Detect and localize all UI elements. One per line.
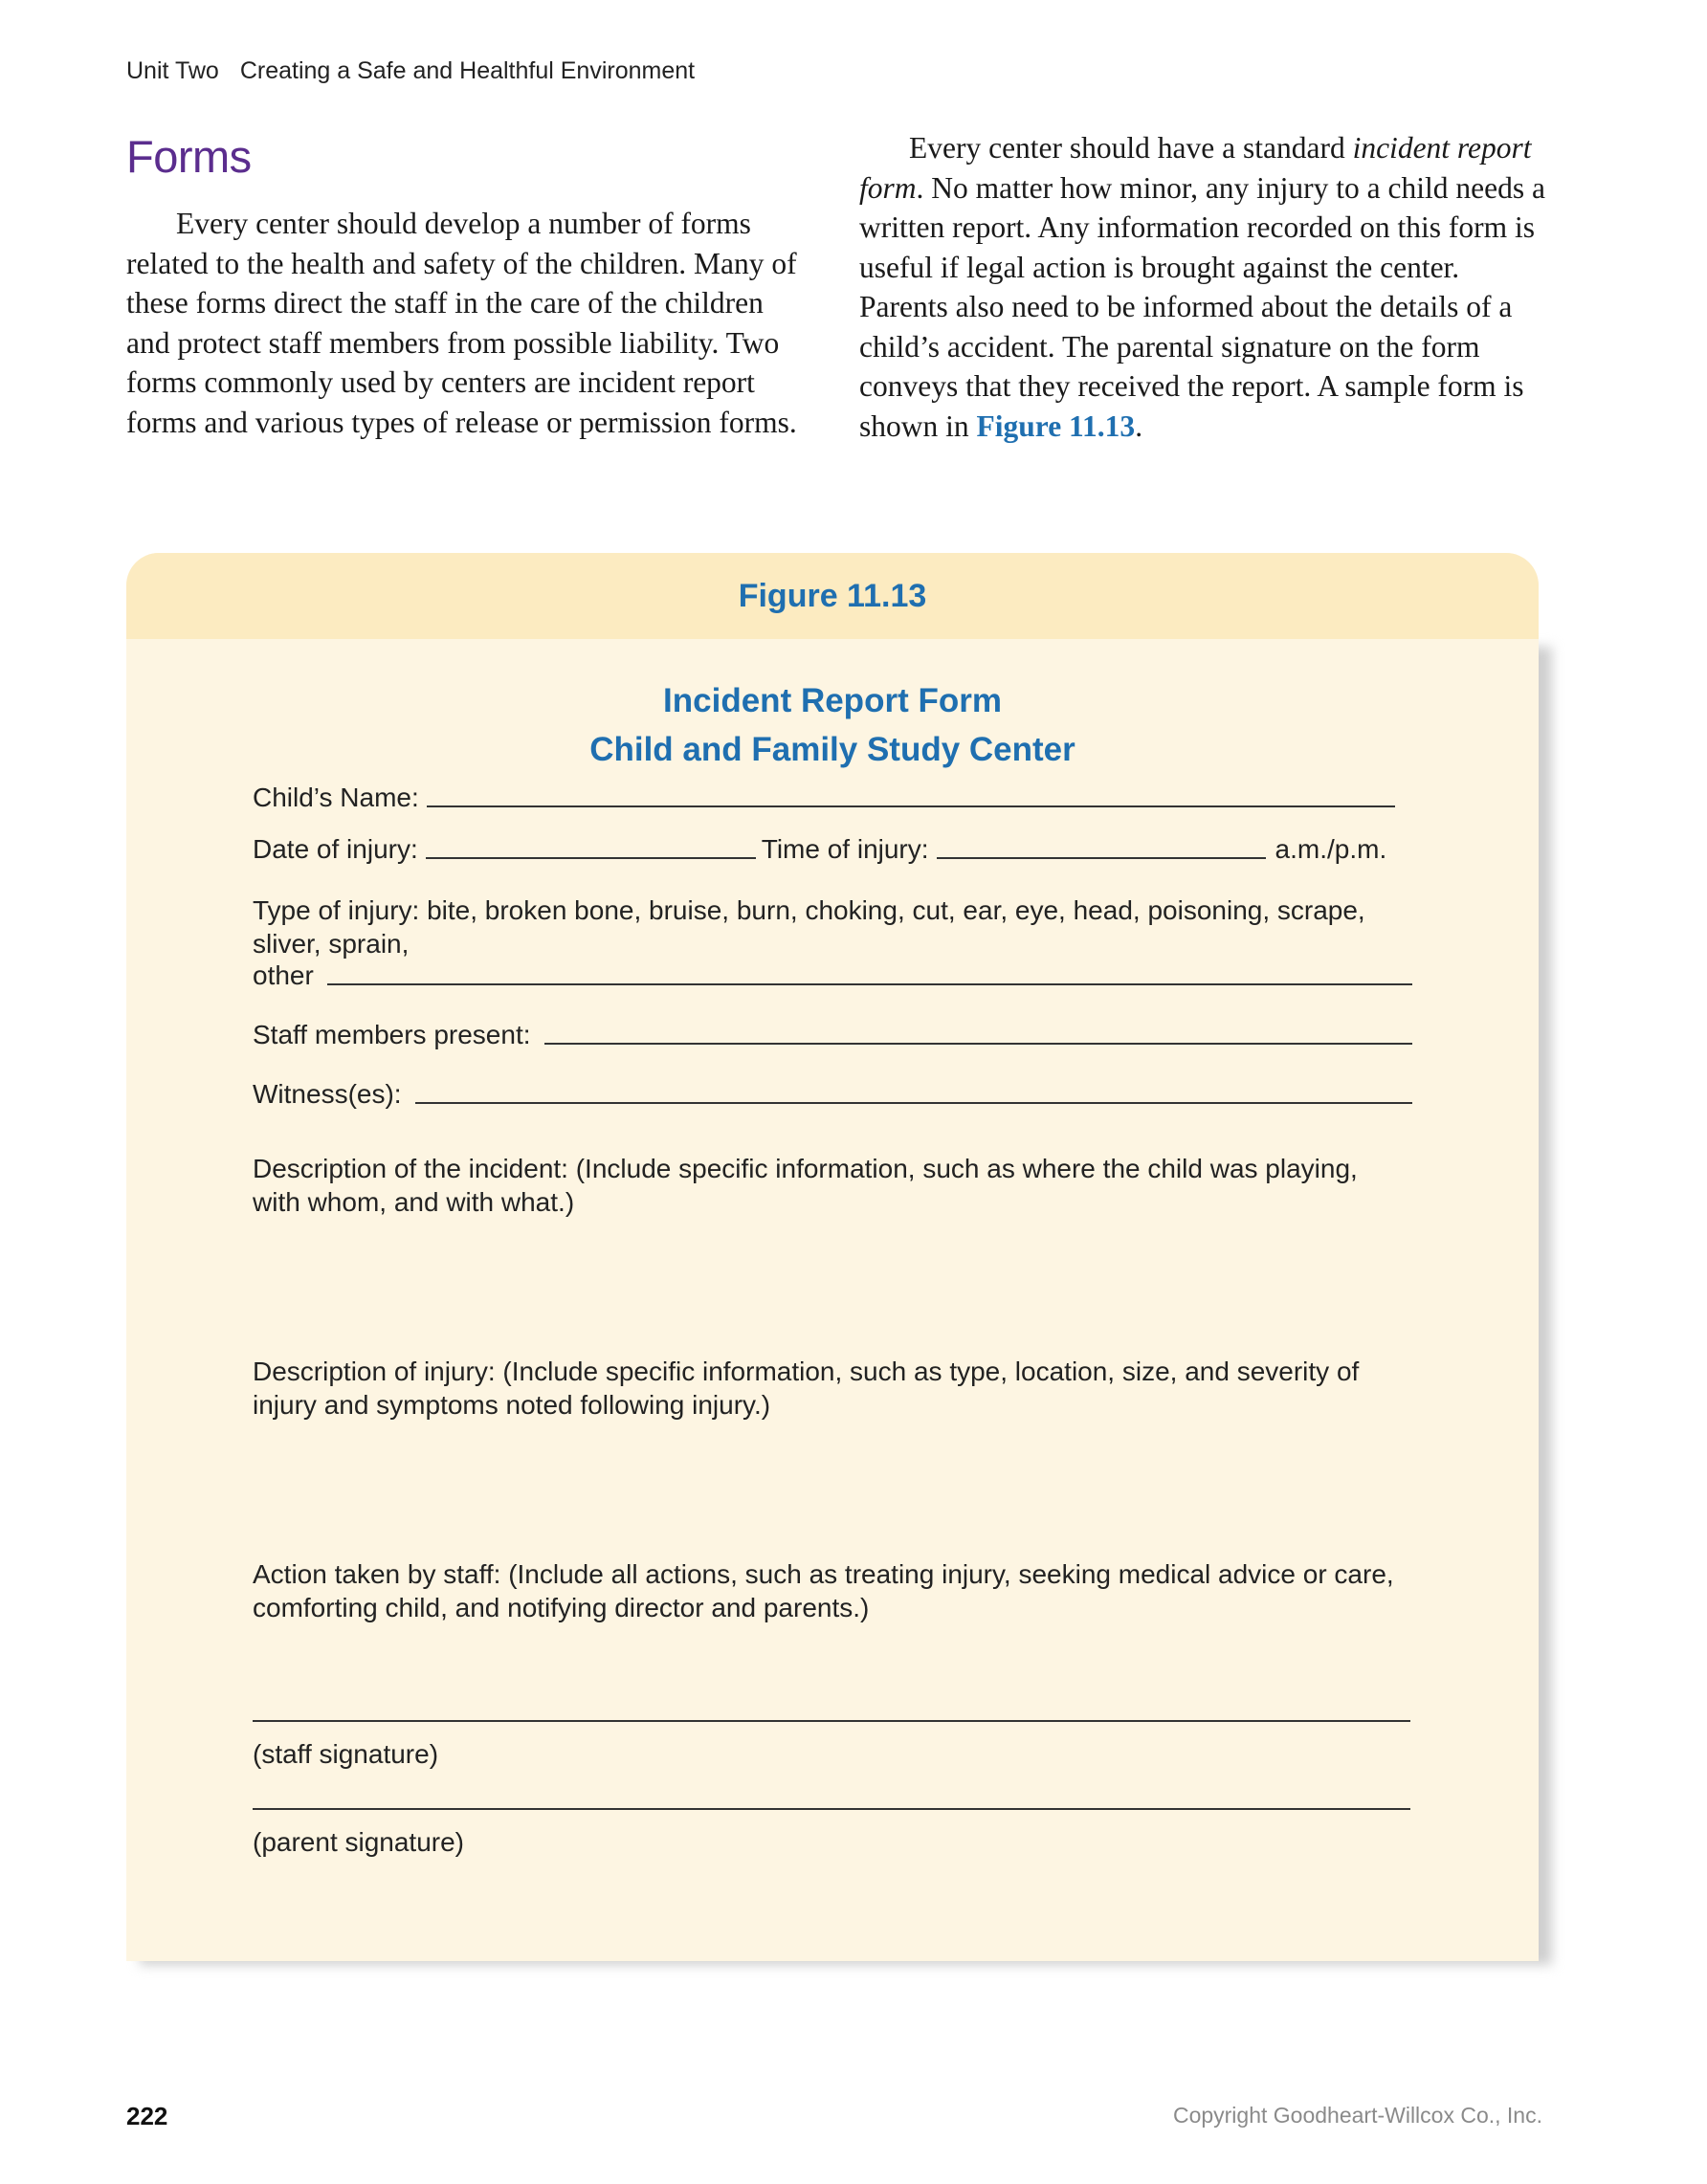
form-subtitle: Child and Family Study Center [589,731,1075,768]
copyright-notice: Copyright Goodheart-Willcox Co., Inc. [1172,2103,1542,2128]
witnesses-label: Witness(es): [253,1079,402,1109]
action-taken-text: Action taken by staff: (Include all actions, such as treating injury, seeking medical advice or care, comforting child, and notifying director and parents.) [253,1559,1394,1622]
section-title: Forms [126,131,252,182]
parent-signature-label: (parent signature) [253,1827,465,1857]
parent-signature-line[interactable] [253,1808,1410,1810]
staff-signature-label: (staff signature) [253,1739,439,1769]
staff-present-field[interactable] [544,1043,1413,1045]
other-label: other [253,960,314,990]
other-field[interactable] [327,983,1412,985]
form-title: Incident Report Form [663,682,1002,719]
date-of-injury-label: Date of injury: [253,834,418,864]
am-pm-label: a.m./p.m. [1275,834,1387,864]
description-incident-text: Description of the incident: (Include specific information, such as where the child was playing, with whom, and with what.) [253,1154,1358,1217]
witnesses-row [253,1079,1412,1110]
time-of-injury-field[interactable] [937,857,1266,859]
page-number: 222 [126,2102,168,2130]
left-paragraph: Every center should develop a number of forms related to the health and safety of the children. Many of these forms direct the staff in the care of the children and protect staff members from possible liability. Two forms commonly used by centers are incident report forms and various types of release or permission forms. [126,207,797,439]
witnesses-field[interactable] [415,1102,1412,1104]
figure-11-13 [126,553,1539,1965]
staff-signature-line[interactable] [253,1720,1410,1722]
staff-present-label: Staff members present: [253,1020,531,1049]
child-name-row [253,783,1412,813]
date-time-row [253,834,1412,865]
child-name-field[interactable] [427,805,1395,807]
right-column [859,128,1548,446]
right-paragraph-end: . [1135,408,1143,443]
staff-present-row [253,1020,1412,1050]
figure-label: Figure 11.13 [126,553,1539,642]
right-paragraph-middle: . No matter how minor, any injury to a child needs a written report. Any information recorded on this form is useful if legal action is brought against the center. Parents also need to be informed about the details of a child’s accident. The parental signature on the form conveys that they received the report. A sample form is shown in [859,170,1545,443]
right-paragraph-start: Every center should have a standard [909,131,1353,165]
running-head-unit: Unit Two [126,57,219,84]
time-of-injury-label: Time of injury: [761,834,929,864]
incident-report-form [253,783,1412,1858]
left-column [126,122,813,442]
right-paragraph [859,128,1548,446]
running-head-chapter: Creating a Safe and Healthful Environment [239,57,696,84]
right-paragraph-italic-term: incident report form [859,131,1532,205]
figure-box [126,553,1539,1961]
type-of-injury-text: Type of injury: bite, broken bone, bruise, burn, choking, cut, ear, eye, head, poisoning, scrape, sliver, sprain, [253,895,1365,959]
other-row [253,960,1412,991]
form-title-block [126,676,1539,774]
description-injury-text: Description of injury: (Include specific information, such as type, location, size, and severity of injury and symptoms noted following injury.) [253,1357,1360,1420]
running-head [126,57,695,85]
figure-reference-link[interactable]: Figure 11.13 [976,408,1136,443]
child-name-label: Child’s Name: [253,783,419,812]
date-of-injury-field[interactable] [426,857,756,859]
